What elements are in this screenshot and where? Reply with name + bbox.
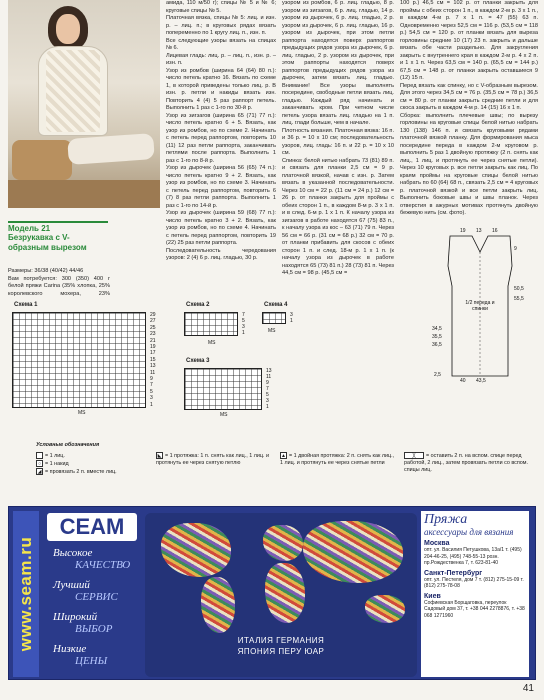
ad-url-text: www.seam.ru — [16, 536, 35, 652]
chart-2-label: Схема 2 — [186, 302, 210, 308]
model-photo — [8, 0, 160, 208]
paragraph: Перед вязать как спинку, но с V-образным вырезом. Для этого через 34,5 см = 76 р. (35,5 см = 78 р.) 36,5 см = 80 р. от планки закрыть средние петли и для скоса закрыть в каждом 4-м р. 14 (15) 16 х 1 п. — [400, 82, 538, 111]
photo-pillow — [12, 140, 72, 180]
chart-row-number: 11 — [150, 369, 156, 376]
title-rule — [8, 221, 108, 223]
knit-symbol — [36, 452, 43, 459]
paragraph: амида, 110 м/50 г); спицы № 5 и № 6; круговые спицы № 5. — [166, 0, 276, 14]
city-name: Санкт-Петербург — [424, 569, 483, 577]
dim-label: 9 — [514, 246, 517, 252]
south-america — [201, 577, 235, 633]
column-3 — [282, 0, 394, 300]
photo-legs — [67, 133, 155, 165]
asia — [303, 521, 403, 583]
ad-url[interactable] — [13, 511, 39, 677]
paragraph: Узор из зигзагов (ширина 65 (71) 77 п.): число петель кратно 6 + 5. Вязать, как узор из ромбов, но по схеме 2. Начинать с петель перед раппортом, повторить 10 (11) 12 раз петли раппорта, заканчивать петлями после раппорта. Выполнить 1 раз с 1-го по 8-й р. — [166, 112, 276, 164]
chart-row-number: 11 — [266, 374, 272, 380]
ad-disclaimer: РЕКЛАМА — [516, 618, 521, 640]
knitting-charts — [0, 298, 544, 438]
dim-label: 13 — [476, 228, 482, 234]
chart-row-number: 17 — [150, 350, 156, 357]
photo-floor — [8, 180, 160, 208]
chart-1-label: Схема 1 — [14, 302, 38, 308]
page-number: 41 — [522, 683, 534, 694]
chart-4-label: Схема 4 — [264, 302, 288, 308]
slogan-1 — [53, 547, 143, 571]
dim-label: 36,5 — [432, 342, 442, 348]
chart-row-number: 5 — [242, 318, 245, 324]
slogan-4 — [53, 643, 143, 667]
chart-row-number: 3 — [290, 312, 293, 318]
photo-vest — [46, 50, 100, 132]
europe — [263, 525, 303, 561]
countries-list — [161, 635, 401, 657]
ad-subheading: аксессуары для вязания — [424, 527, 514, 537]
photo-face — [56, 14, 80, 44]
north-america — [161, 523, 231, 577]
chart-row-number: 3 — [242, 324, 245, 330]
paragraph: Лицевая гладь: лиц. р. – лиц. п., изн. р. – изн. п. — [166, 52, 276, 66]
slogan-line: Широкий — [53, 611, 98, 623]
paragraph: Плотность вязания. Платочная вязка: 16 п. и 36 р. = 10 х 10 см; последовательность узоров, лиц. гладь: 16 п. и 22 р. = 10 х 10 см. — [282, 127, 394, 156]
model-subtitle: Безрукавка с V-образным вырезом — [8, 233, 87, 252]
slogan-line: Лучший — [53, 579, 90, 591]
chart-2-rows — [242, 312, 256, 336]
city-name: Киев — [424, 592, 441, 600]
legend-text: = оставить 2 п. на вспом. спице перед работой, 2 лиц., затем провязать петли со вспом. спицы лиц. — [404, 452, 528, 473]
ad-contacts — [421, 511, 529, 677]
symbol-legend — [36, 442, 536, 502]
legend-text: = 1 накид — [45, 460, 69, 467]
legend-text: = 1 лиц. — [45, 452, 65, 459]
slogan-line: Высокое — [53, 547, 93, 559]
dim-label: 34,5 — [432, 326, 442, 332]
dim-label: 35,5 — [432, 334, 442, 340]
paragraph: Узор из дырочек (ширина 56 (65) 74 п.): число петель кратно 9 + 2. Вязать, как узор из ромбов, но по схеме 3. Начинать с петель перед раппортом, повторить 6 (7) 8 раз петли раппорта. Выполнить 1 раз с 1-го по 14-й р. — [166, 165, 276, 209]
slogan-line: ЦЕНЫ — [75, 655, 108, 667]
dim-label: 55,5 — [514, 296, 524, 302]
paragraph: Узор из дырочек (ширина 59 (68) 77 п.): число петель кратно 3 + 2. Вязать, как узор из ромбов, но по схеме 4. Начинать с петель перед раппортом, повторить 19 (22) 25 раз петли раппорта. — [166, 210, 276, 246]
chart-row-number: 25 — [150, 324, 156, 331]
chart-1-grid — [12, 312, 146, 408]
paragraph: Платочная вязка, спицы № 5: лиц. и изн. р. – лиц. п.; в круговых рядах вязать попеременно по 1 кругу лиц. п., изн. п. — [166, 15, 276, 36]
column-4 — [400, 0, 538, 222]
chart-1-ms: MS — [78, 410, 86, 416]
paragraph: Узор из ромбов (ширина 64 (64) 80 п.): число петель кратно 16. Вязать по схеме 1, в которой приведены только лиц. р. В изн. р. петли и накиды вязать изн. Повторить 4 (4) 5 раз раппорт петель. Выполнить 1 раз с 1-го по 30-й р. — [166, 67, 276, 111]
paragraph: Последовательность чередования узоров: 2 (4) 6 р. лиц. гладью, 30 р. — [166, 247, 276, 261]
countries-line: ЯПОНИЯ ПЕРУ ЮАР — [237, 647, 325, 656]
chart-row-number: 19 — [150, 344, 156, 350]
double-skp-symbol: ▲ — [281, 453, 286, 459]
chart-row-number: 29 — [150, 312, 156, 318]
sizes-text: Размеры: 36/38 (40/42) 44/46 — [8, 268, 84, 274]
chart-3-label: Схема 3 — [186, 358, 210, 364]
chart-row-number: 21 — [150, 337, 156, 344]
africa — [265, 563, 305, 623]
slogan-3 — [53, 611, 143, 635]
legend-text: = 1 двойная протяжка: 2 п. снять как лиц., 1 лиц. и протянуть ее через снятые петли — [280, 452, 395, 466]
chart-row-number: 5 — [150, 388, 153, 395]
slogan-line: Низкие — [53, 643, 87, 655]
city-address: опт. ул. Василия Петушкова, 13а/1 т. (495) 204-46-25, (495) 748-55-13 розн. пр.Рождественка 7, т. 623-81-40 — [424, 547, 522, 566]
dim-label: 40 — [460, 378, 466, 384]
chart-3-grid — [184, 368, 262, 410]
countries-line: ИТАЛИЯ ГЕРМАНИЯ — [237, 636, 325, 645]
column-1 — [8, 268, 110, 298]
legend-text: = 1 протяжка: 1 п. снять как лиц., 1 лиц. и протянуть ее через снятую петлю — [156, 452, 269, 466]
chart-row-number: 1 — [266, 404, 269, 410]
paragraph: узором из ромбов, 6 р. лиц. гладью, 8 р. узором из зигзагов, 6 р. лиц. гладью, 14 р. узором из дырочек, 6 р. лиц. гладью, 2 р. узором из дырочек, 6 р. лиц. гладью, 16 р. узором из дырочек, при этом петли раппорта находятся поверх раппортов предыдущих рядов узора из дырочек, 6 р. лиц. гладью, 2 р. узором из дырочек, при этом раппорты находятся поверх раппортов предыдущих рядов узора из дырочек, затем вязать лиц. гладью. Внимание! Все узоры выполнять посередине, свободные петли вязать лиц. гладью. Каждый ряд начинать и заканчивать кром. При четном числе петель узора вязать лиц. гладью на 1 п. лиц. глади больше, чем в начале. — [282, 0, 394, 126]
legend-text: = провязать 2 п. вместе лиц. — [45, 468, 117, 475]
chart-row-number: 23 — [150, 331, 156, 338]
chart-row-number: 1 — [150, 401, 153, 408]
schematic-label: 1/2 переда и спинки — [465, 300, 495, 312]
cable-symbol: ╳ — [404, 452, 424, 459]
chart-row-number: 1 — [290, 318, 293, 324]
seam-advertisement — [8, 506, 536, 680]
city-address: опт. ул. Пестеля, дом 7 т. (812) 275-15-09 т. (812) 275-78-08 — [424, 576, 524, 589]
paragraph: Спинка: белой нитью набрать 73 (81) 89 п. и связать для планки 2,5 см = 9 р. платочной вязкой, начав с изн. р. Затем вязать в указанной последовательности. Через 10 см = 22 р. (11 см = 24 р.) 12 см = 26 р. от планки закрыть для проймы с обеих сторон 1 п., в каждом 8-м р. 3 х 1 п. и в след. 6-м р. 1 х 1 п. К началу узора из зигзагов в работе находятся 67 (75) 83 п., к началу узора из кос – 63 (71) 79 п. Через 56 см = 66 р. (31 см = 68 р.) 32 см = 70 р. от планки прибавить для скосов с обеих сторон 1 п. и след. 18-м р. 1 х 1 п. (к началу узора из дырочек в работе находятся 65 (73) 81 п.) 28 (73) 81 п. Через 44,5 см = 98 р. (45,5 см = — [282, 157, 394, 276]
legend-item — [36, 452, 156, 460]
chart-row-number: 9 — [266, 380, 269, 386]
chart-row-number: 5 — [266, 392, 269, 398]
chart-row-number: 3 — [266, 398, 269, 404]
model-heading — [8, 224, 108, 264]
ad-heading: Пряжа — [424, 512, 468, 527]
slogan-2 — [53, 579, 143, 603]
chart-row-number: 13 — [266, 368, 272, 374]
paragraph: Все следующие узоры вязать на спицах № 6. — [166, 37, 276, 51]
skp-symbol: ◣ — [157, 453, 162, 459]
chart-1-rows — [150, 312, 164, 408]
dim-label: 19 — [460, 228, 466, 234]
slogan-line: СЕРВИС — [75, 591, 118, 603]
chart-row-number: 1 — [242, 330, 245, 336]
chart-4-grid — [262, 312, 286, 324]
dim-label: 50,5 — [514, 286, 524, 292]
column-2 — [166, 0, 276, 300]
australia — [365, 595, 405, 623]
dim-label: 43,5 — [476, 378, 486, 384]
chart-row-number: 15 — [150, 356, 156, 363]
legend-title: Условные обозначения — [36, 442, 100, 448]
city-address: Софиевская Борщаговка, переулок Садовый дом 37, т. +38 044 2278876, т. +38 068 1271960 — [424, 599, 525, 619]
dim-label: 16 — [492, 228, 498, 234]
chart-2-grid — [184, 312, 238, 336]
paragraph: 100 р.) 46,5 см = 102 р. от планки закрыть для проймы с обеих сторон 1 п., в каждом 2-м р. 3 х 1 п., в каждом 4-м р. 7 х 1 п. = 47 (55) 63 п. Одновременно через 52,5 см = 116 р. (53,5 см = 118 р.) 54,5 см = 120 р. от планки вязать для выреза горловины средние 10 (17) 23 п. закрыть и дальше вязать обе части раздельно. Для закругления закрыть с внутреннего края в каждом 2-м р. 4 х 2 п. и 1 х 1 п. Через 63,5 см = 140 р. (65,5 см = 144 р.) 67,5 см = 148 р. от планки закрыть оставшиеся 9 (12) 15 п. — [400, 0, 538, 81]
dim-label: 2,5 — [434, 372, 441, 378]
chart-row-number: 7 — [266, 386, 269, 392]
k2tog-symbol: ◢ — [37, 468, 42, 475]
chart-4-ms: MS — [268, 328, 276, 334]
paragraph: Сборка: выполнить плечевые швы; по вырезу горловины на круговые спицы белой нитью набрать 130 (138) 146 п. и связать круговыми рядами платочной вязкой планку. Для формирования мыса посередине переда в каждом 2-м круговом р. выполнить 5 раз 1 двойную протяжку (2 п. снять как лиц., 1 лиц. и протянуть ее через снятые петли). Через 10 круговых р. все петли закрыть как лиц. По краям проймы на круговые спицы белой нитью набрать по 60 (64) 68 п., связать 2,5 см = 4 круговых р. платочной вязкой и все петли закрыть лиц. Выполнить боковые швы и швы планок. Через отверстия в ажурных мотивах протянуть двойную бежевую нить (см. фото). — [400, 112, 538, 216]
chart-4-rows — [290, 312, 304, 324]
chart-row-number: 7 — [242, 312, 245, 318]
ad-brand-logo: СЕАМ — [47, 513, 137, 541]
chart-row-number: 9 — [150, 376, 153, 382]
chart-row-number: 7 — [150, 382, 153, 389]
yarn-over-symbol: ○ — [37, 460, 42, 467]
city-name: Москва — [424, 540, 450, 547]
chart-3-ms: MS — [220, 412, 228, 418]
chart-row-number: 3 — [150, 395, 153, 402]
model-title: Модель 21 — [8, 224, 51, 233]
slogan-line: КАЧЕСТВО — [75, 559, 131, 571]
legend-item — [36, 460, 156, 468]
chart-row-number: 13 — [150, 363, 156, 370]
chart-row-number: 27 — [150, 318, 156, 325]
slogan-line: ВЫБОР — [75, 623, 113, 635]
legend-item — [36, 468, 156, 476]
materials-text: Вам потребуется: 300 (350) 400 г белой пряжи Carina (35% хлопка, 25% королевского мохера, 23% — [8, 275, 110, 297]
chart-3-rows — [266, 368, 280, 410]
chart-2-ms: MS — [208, 340, 216, 346]
